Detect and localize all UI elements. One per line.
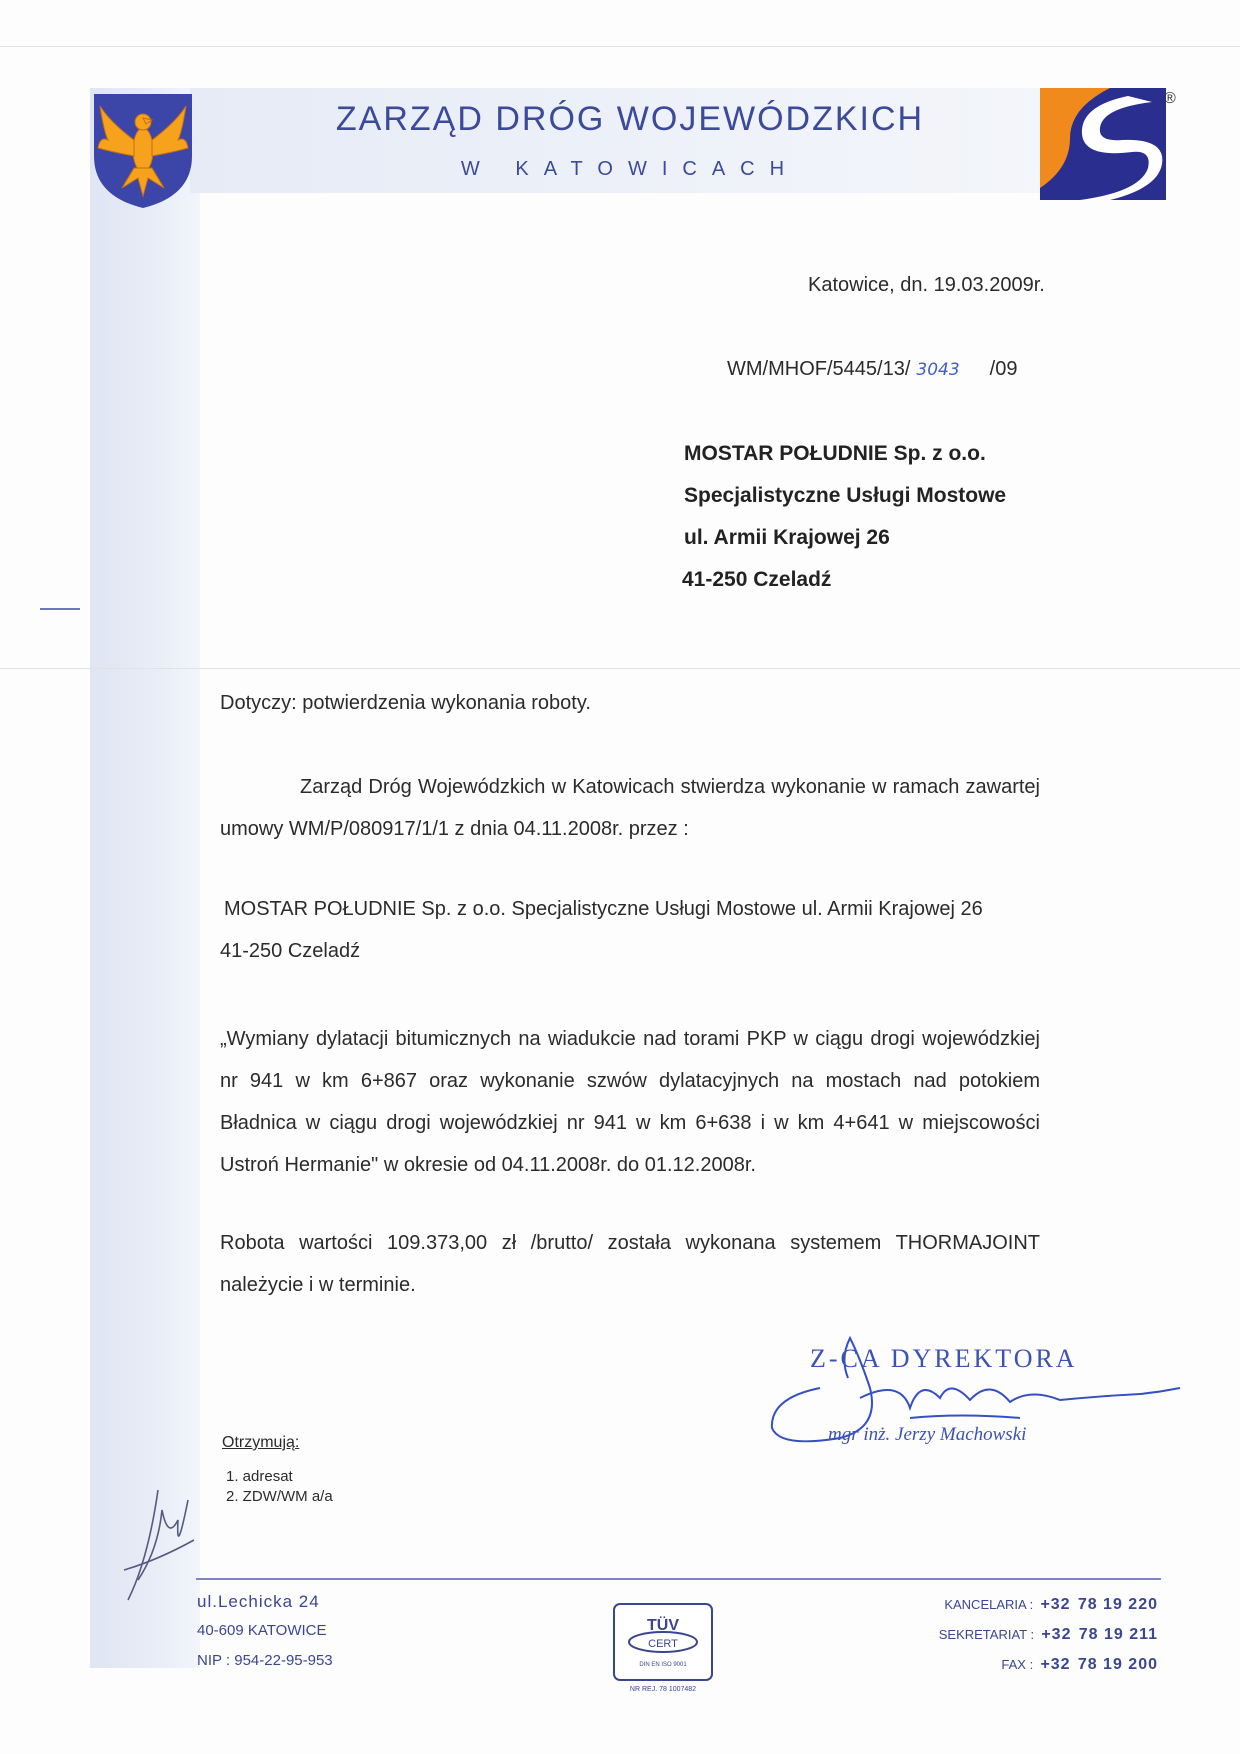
contact-label: FAX : <box>1001 1657 1034 1672</box>
letterhead-side-band <box>90 88 200 1668</box>
tuv-brand: TÜV <box>647 1617 679 1634</box>
body-paragraph-4: Robota wartości 109.373,00 zł /brutto/ została wykonana systemem THORMAJOINT należycie i w terminie. <box>220 1232 1040 1296</box>
contact-number: 78 19 220 <box>1077 1596 1158 1613</box>
recipient-line-2: Specjalistyczne Usługi Mostowe <box>684 484 1007 507</box>
footer-nip: NIP : 954-22-95-953 <box>197 1652 333 1669</box>
contact-label: SEKRETARIAT : <box>938 1627 1035 1642</box>
body-paragraph-3: „Wymiany dylatacji bitumicznych na wiadukcie nad torami PKP w ciągu drogi wojewódzkiej nr 941 w km 6+867 oraz wykonanie szwów dylatacyjnych na mostach nad potokiem Bładnica w ciągu drogi wojewódzkiej nr 941 w km 6+638 i w km 4+641 w miejscowości Ustroń Hermanie" w okresie od 04.11.2008r. do 01.12.2008r. <box>220 1028 1040 1176</box>
contact-prefix: +32 <box>1040 1656 1071 1673</box>
road-s-logo <box>1040 88 1166 200</box>
footer-contact-row <box>944 1596 1158 1614</box>
tuv-cert-label: CERT <box>648 1638 678 1650</box>
distribution-item: 2. ZDW/WM a/a <box>226 1488 333 1505</box>
reference-handwritten: 3043 <box>916 360 960 380</box>
body-paragraph-1: Zarząd Dróg Wojewódzkich w Katowicach stwierdza wykonanie w ramach zawartej umowy WM/P/080917/1/1 z dnia 04.11.2008r. przez : <box>220 776 1040 840</box>
reference-suffix: /09 <box>989 358 1018 380</box>
eagle-crest-logo <box>90 92 196 210</box>
reference-number <box>727 358 1017 381</box>
contact-number: 78 19 200 <box>1077 1656 1158 1673</box>
registered-mark: ® <box>1164 90 1176 107</box>
recipient-line-4: 41-250 Czeladź <box>682 568 832 591</box>
org-city: W KATOWICACH <box>460 158 800 180</box>
initials-paraph <box>118 1480 198 1610</box>
org-name: ZARZĄD DRÓG WOJEWÓDZKICH <box>335 100 925 138</box>
tuv-registration: NR REJ. 78 1007482 <box>629 1686 697 1693</box>
body-paragraph-2-line-2: 41-250 Czeladź <box>220 940 361 962</box>
fold-line <box>0 46 1240 47</box>
footer-divider <box>196 1578 1161 1580</box>
body-paragraph-2-line-1: MOSTAR POŁUDNIE Sp. z o.o. Specjalistyczne Usługi Mostowe ul. Armii Krajowej 26 <box>224 898 983 920</box>
subject-line: Dotyczy: potwierdzenia wykonania roboty. <box>220 692 591 714</box>
footer-city: 40-609 KATOWICE <box>197 1622 327 1639</box>
footer-contact-row <box>1001 1656 1158 1674</box>
recipient-line-1: MOSTAR POŁUDNIE Sp. z o.o. <box>684 442 986 465</box>
recipient-line-3: ul. Armii Krajowej 26 <box>684 526 890 549</box>
tuv-standard: DIN EN ISO 9001 <box>639 1662 687 1668</box>
footer-contact-row <box>939 1626 1158 1644</box>
contact-prefix: +32 <box>1041 1626 1072 1643</box>
distribution-heading: Otrzymują: <box>222 1434 300 1451</box>
reference-prefix: WM/MHOF/5445/13/ <box>727 358 911 380</box>
distribution-item: 1. adresat <box>226 1468 293 1485</box>
place-date: Katowice, dn. 19.03.2009r. <box>808 274 1045 296</box>
fold-line <box>0 668 1240 669</box>
contact-number: 78 19 211 <box>1078 1626 1158 1643</box>
signatory-name: mgr inż. Jerzy Machowski <box>828 1424 1027 1445</box>
contact-label: KANCELARIA : <box>944 1597 1034 1612</box>
footer-street: ul.Lechicka 24 <box>197 1592 320 1611</box>
tuv-cert-logo <box>610 1602 716 1694</box>
signature-title: Z-CA DYREKTORA <box>810 1344 1078 1373</box>
contact-prefix: +32 <box>1040 1596 1071 1613</box>
fold-mark <box>40 608 80 610</box>
